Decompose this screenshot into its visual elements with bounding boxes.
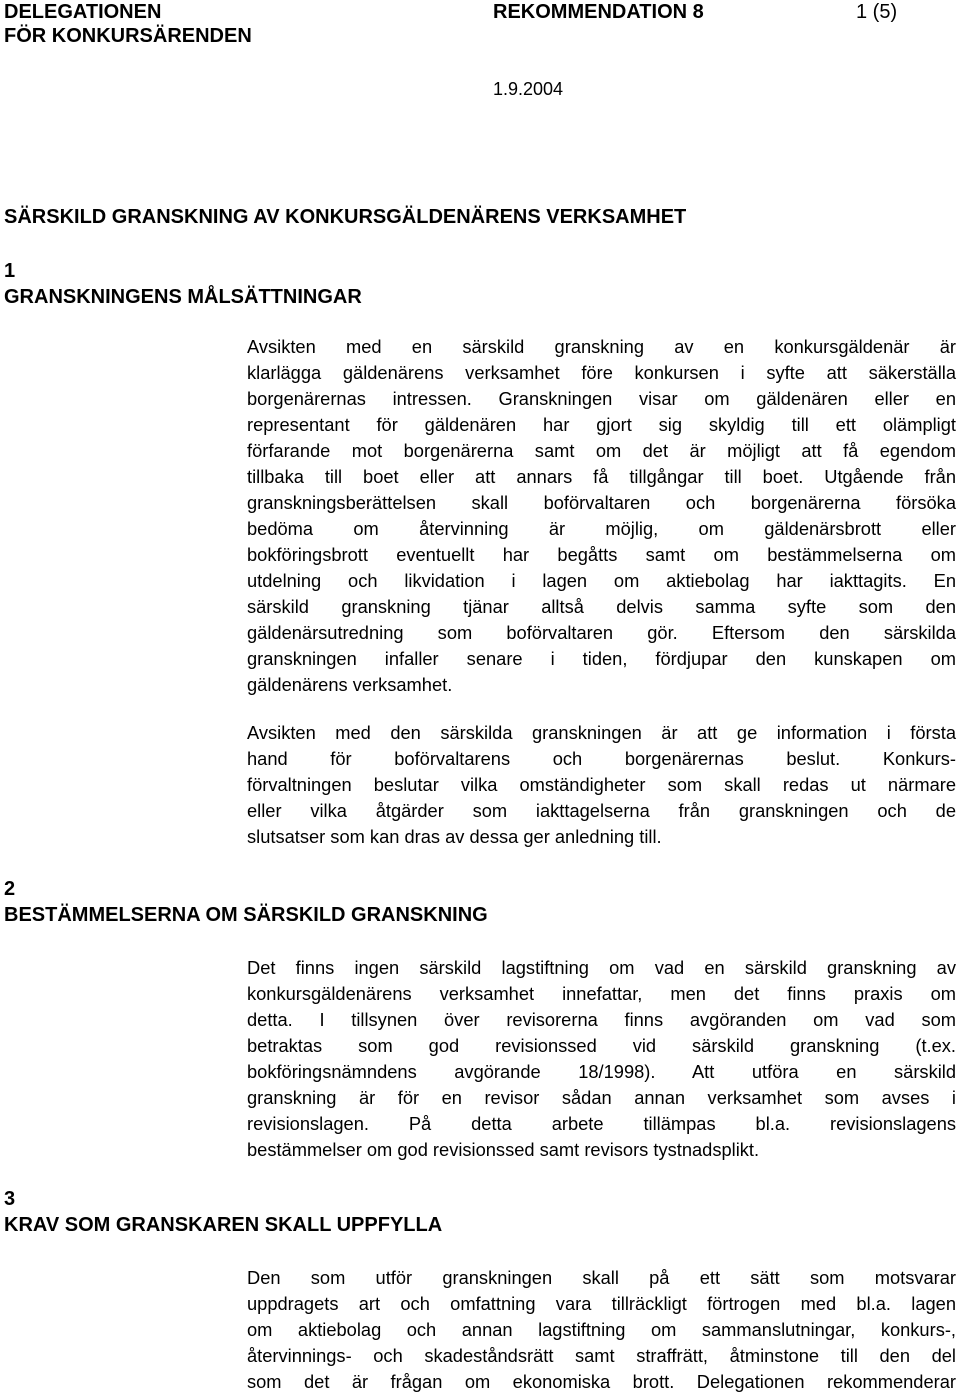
paragraph-line: betraktas som god revisionssed vid särskild granskning (t.ex.	[247, 1035, 956, 1056]
paragraph-line: hand för boförvaltarens och borgenärernas beslut. Konkurs-	[247, 748, 956, 769]
paragraph-line: slutsatser som kan dras av dessa ger anledning till.	[247, 826, 662, 847]
paragraph-line: bokföringsbrott eventuellt har begåtts samt om bestämmelserna om	[247, 544, 956, 565]
section-number: 3	[4, 1188, 16, 1210]
paragraph-line: bokföringsnämndens avgörande 18/1998). Att utföra en särskild	[247, 1061, 956, 1082]
paragraph-line: utdelning och likvidation i lagen om aktiebolag har iakttagits. En	[247, 570, 956, 591]
paragraph-line: detta. I tillsynen över revisorerna finns avgöranden om vad som	[247, 1009, 956, 1030]
org-name-line1: DELEGATIONEN	[4, 1, 162, 23]
paragraph-line: Avsikten med den särskilda granskningen är att ge information i första	[247, 722, 956, 743]
paragraph-line: representant för gäldenären har gjort sig skyldig till ett olämpligt	[247, 414, 956, 435]
paragraph	[247, 1265, 956, 1395]
page-number: 1 (5)	[856, 1, 898, 23]
section-number: 2	[4, 878, 16, 900]
paragraph	[247, 720, 956, 850]
paragraph-line: förfarande mot borgenärerna samt om det är möjligt att få egendom	[247, 440, 956, 461]
paragraph-line: bestämmelser om god revisionssed samt revisors tystnadsplikt.	[247, 1139, 760, 1160]
document-title: REKOMMENDATION 8	[493, 1, 704, 23]
paragraph-line: tillbaka till boet eller att annars få tillgångar till boet. Utgående från	[247, 466, 956, 487]
document-date: 1.9.2004	[493, 79, 564, 99]
org-name-line2: FÖR KONKURSÄRENDEN	[4, 25, 252, 47]
paragraph	[247, 334, 956, 698]
section-heading: BESTÄMMELSERNA OM SÄRSKILD GRANSKNING	[4, 904, 488, 926]
paragraph-line: uppdragets art och omfattning vara tillräckligt förtrogen med bl.a. lagen	[247, 1293, 956, 1314]
paragraph-line: klarlägga gäldenärens verksamhet före konkursen i syfte att säkerställa	[247, 362, 956, 383]
paragraph-line: gäldenärsutredning som boförvaltaren gör. Eftersom den särskilda	[247, 622, 956, 643]
paragraph-line: eller vilka åtgärder som iakttagelserna från granskningen och de	[247, 800, 956, 821]
section-heading: KRAV SOM GRANSKAREN SKALL UPPFYLLA	[4, 1214, 443, 1236]
paragraph-line: förvaltningen beslutar vilka omständigheter som skall redas ut närmare	[247, 774, 956, 795]
paragraph-line: om aktiebolag och annan lagstiftning om sammanslutningar, konkurs-,	[247, 1319, 956, 1340]
paragraph-line: granskningsberättelsen skall boförvaltaren och borgenärerna försöka	[247, 492, 956, 513]
paragraph	[247, 955, 956, 1163]
paragraph-line: konkursgäldenärens verksamhet innefattar, men det finns praxis om	[247, 983, 956, 1004]
paragraph-line: granskningen infaller senare i tiden, fördjupar den kunskapen om	[247, 648, 956, 669]
paragraph-line: granskning är för en revisor sådan annan verksamhet som avses i	[247, 1087, 956, 1108]
paragraph-line: revisionslagen. På detta arbete tillämpas bl.a. revisionslagens	[247, 1113, 956, 1134]
paragraph-line: återvinnings- och skadeståndsrätt samt straffrätt, åtminstone till den del	[247, 1345, 956, 1366]
section-heading: GRANSKNINGENS MÅLSÄTTNINGAR	[4, 286, 362, 308]
paragraph-line: Det finns ingen särskild lagstiftning om vad en särskild granskning av	[247, 957, 956, 978]
paragraph-line: gäldenärens verksamhet.	[247, 674, 453, 695]
section-number: 1	[4, 260, 16, 282]
main-title: SÄRSKILD GRANSKNING AV KONKURSGÄLDENÄRENS VERKSAMHET	[4, 206, 687, 228]
paragraph-line: Avsikten med en särskild granskning av en konkursgäldenär är	[247, 336, 956, 357]
paragraph-line: bedöma om återvinning är möjlig, om gäldenärsbrott eller	[247, 518, 956, 539]
paragraph-line: som det är frågan om ekonomiska brott. Delegationen rekommenderar	[247, 1371, 956, 1392]
paragraph-line: Den som utför granskningen skall på ett sätt som motsvarar	[247, 1267, 956, 1288]
paragraph-line: borgenärernas intressen. Granskningen visar om gäldenären eller en	[247, 388, 956, 409]
paragraph-line: särskild granskning tjänar alltså delvis samma syfte som den	[247, 596, 956, 617]
